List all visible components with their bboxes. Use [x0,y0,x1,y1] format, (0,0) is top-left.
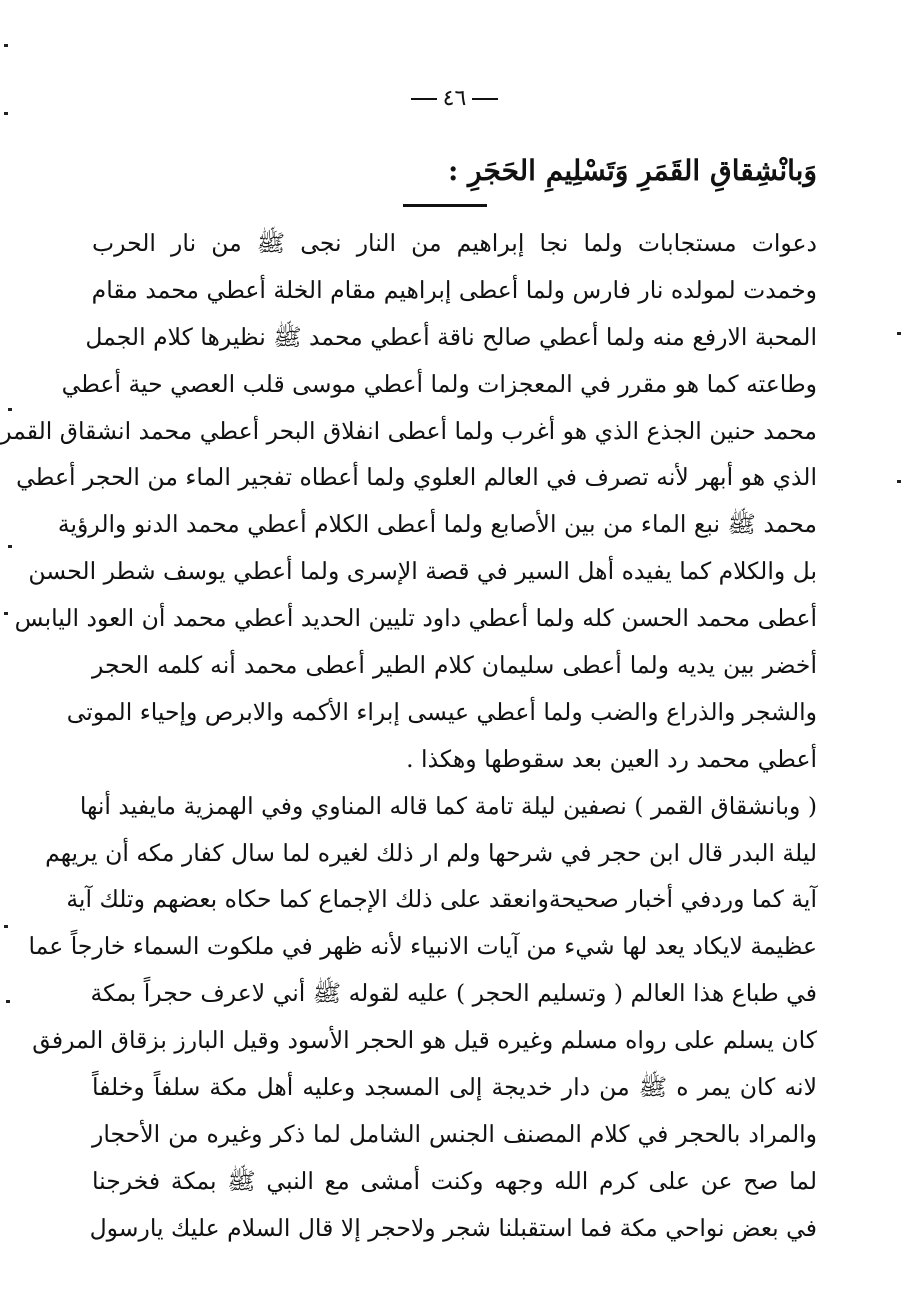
text-line: ليلة البدر قال ابن حجر في شرحها ولم ار ذلك لغيره لما سال كفار مكه أن يريهم [45,838,817,867]
heading-underline [403,204,487,207]
text-line: محمد ﷺ نبع الماء من بين الأصابع ولما أعطى الكلام أعطي محمد الدنو والرؤية [57,510,817,539]
text-line: وخمدت لمولده نار فارس ولما أعطى إبراهيم مقام الخلة أعطي محمد مقام [91,275,817,304]
margin-mark [4,925,8,928]
margin-mark [897,480,901,483]
text-line: أعطي محمد رد العين بعد سقوطها وهكذا . [406,744,817,773]
text-line: لما صح عن على كرم الله وجهه وكنت أمشى مع النبي ﷺ بمكة فخرجنا [92,1166,817,1195]
text-line: محمد حنين الجذع الذي هو أغرب ولما أعطى انفلاق البحر أعطي محمد انشقاق القمر [0,416,817,445]
text-line: لانه كان يمر ه ﷺ من دار خديجة إلى المسجد وعليه أهل مكة سلفاً وخلفاً [92,1073,817,1102]
text-line: في طباع هذا العالم ( وتسليم الحجر ) عليه لقوله ﷺ أني لاعرف حجراً بمكة [90,979,817,1008]
page-number [0,84,909,114]
page-number-dash [411,98,437,100]
margin-mark [897,332,901,335]
margin-mark [4,612,8,615]
text-line: وطاعته كما هو مقرر في المعجزات ولما أعطي موسى قلب العصي حية أعطي [61,369,817,398]
page-number-dash [472,98,498,100]
page-number-value: ٤٦ [442,86,467,111]
margin-mark [8,545,12,548]
text-line: آية كما وردفي أخبار صحيحةوانعقد على ذلك الإجماع كما حكاه بعضهم وتلك آية [66,885,817,914]
text-line: والشجر والذراع والضب ولما أعطي عيسى إبراء الأكمه والابرص وإحياء الموتى [66,697,817,726]
text-line: عظيمة لايكاد يعد لها شيء من آيات الانبياء لأنه ظهر في ملكوت السماء خارجاً عما [28,932,817,961]
text-line: بل والكلام كما يفيده أهل السير في قصة الإسرى ولما أعطي يوسف شطر الحسن [28,557,817,586]
body-text [0,220,817,1252]
text-line: الذي هو أبهر لأنه تصرف في العالم العلوي ولما أعطاه تفجير الماء من الحجر أعطي [16,463,817,492]
text-line: ( وبانشقاق القمر ) نصفين ليلة تامة كما قاله المناوي وفي الهمزية مايفيد أنها [79,791,817,820]
text-line: والمراد بالحجر في كلام المصنف الجنس الشامل لما ذكر وغيره من الأحجار [92,1119,817,1148]
text-line: المحبة الارفع منه ولما أعطي صالح ناقة أعطي محمد ﷺ نظيرها كلام الجمل [85,322,817,351]
text-line: دعوات مستجابات ولما نجا إبراهيم من النار نجى ﷺ من نار الحرب [92,229,817,257]
text-line: في بعض نواحي مكة فما استقبلنا شجر ولاحجر إلا قال السلام عليك يارسول [89,1213,817,1242]
text-line: أعطى محمد الحسن كله ولما أعطي داود تليين الحديد أعطي محمد أن العود اليابس [14,604,817,633]
text-line: كان يسلم على رواه مسلم وغيره قيل هو الحجر الأسود وقيل البارز بزقاق المرفق [32,1026,817,1055]
margin-mark [6,1000,10,1003]
section-heading: وَبانْشِقاقِ القَمَرِ وَتَسْلِيمِ الحَجَرِ : [447,154,817,187]
margin-mark [4,44,8,47]
text-line: أخضر بين يديه ولما أعطى سليمان كلام الطير أعطى محمد أنه كلمه الحجر [92,651,817,680]
